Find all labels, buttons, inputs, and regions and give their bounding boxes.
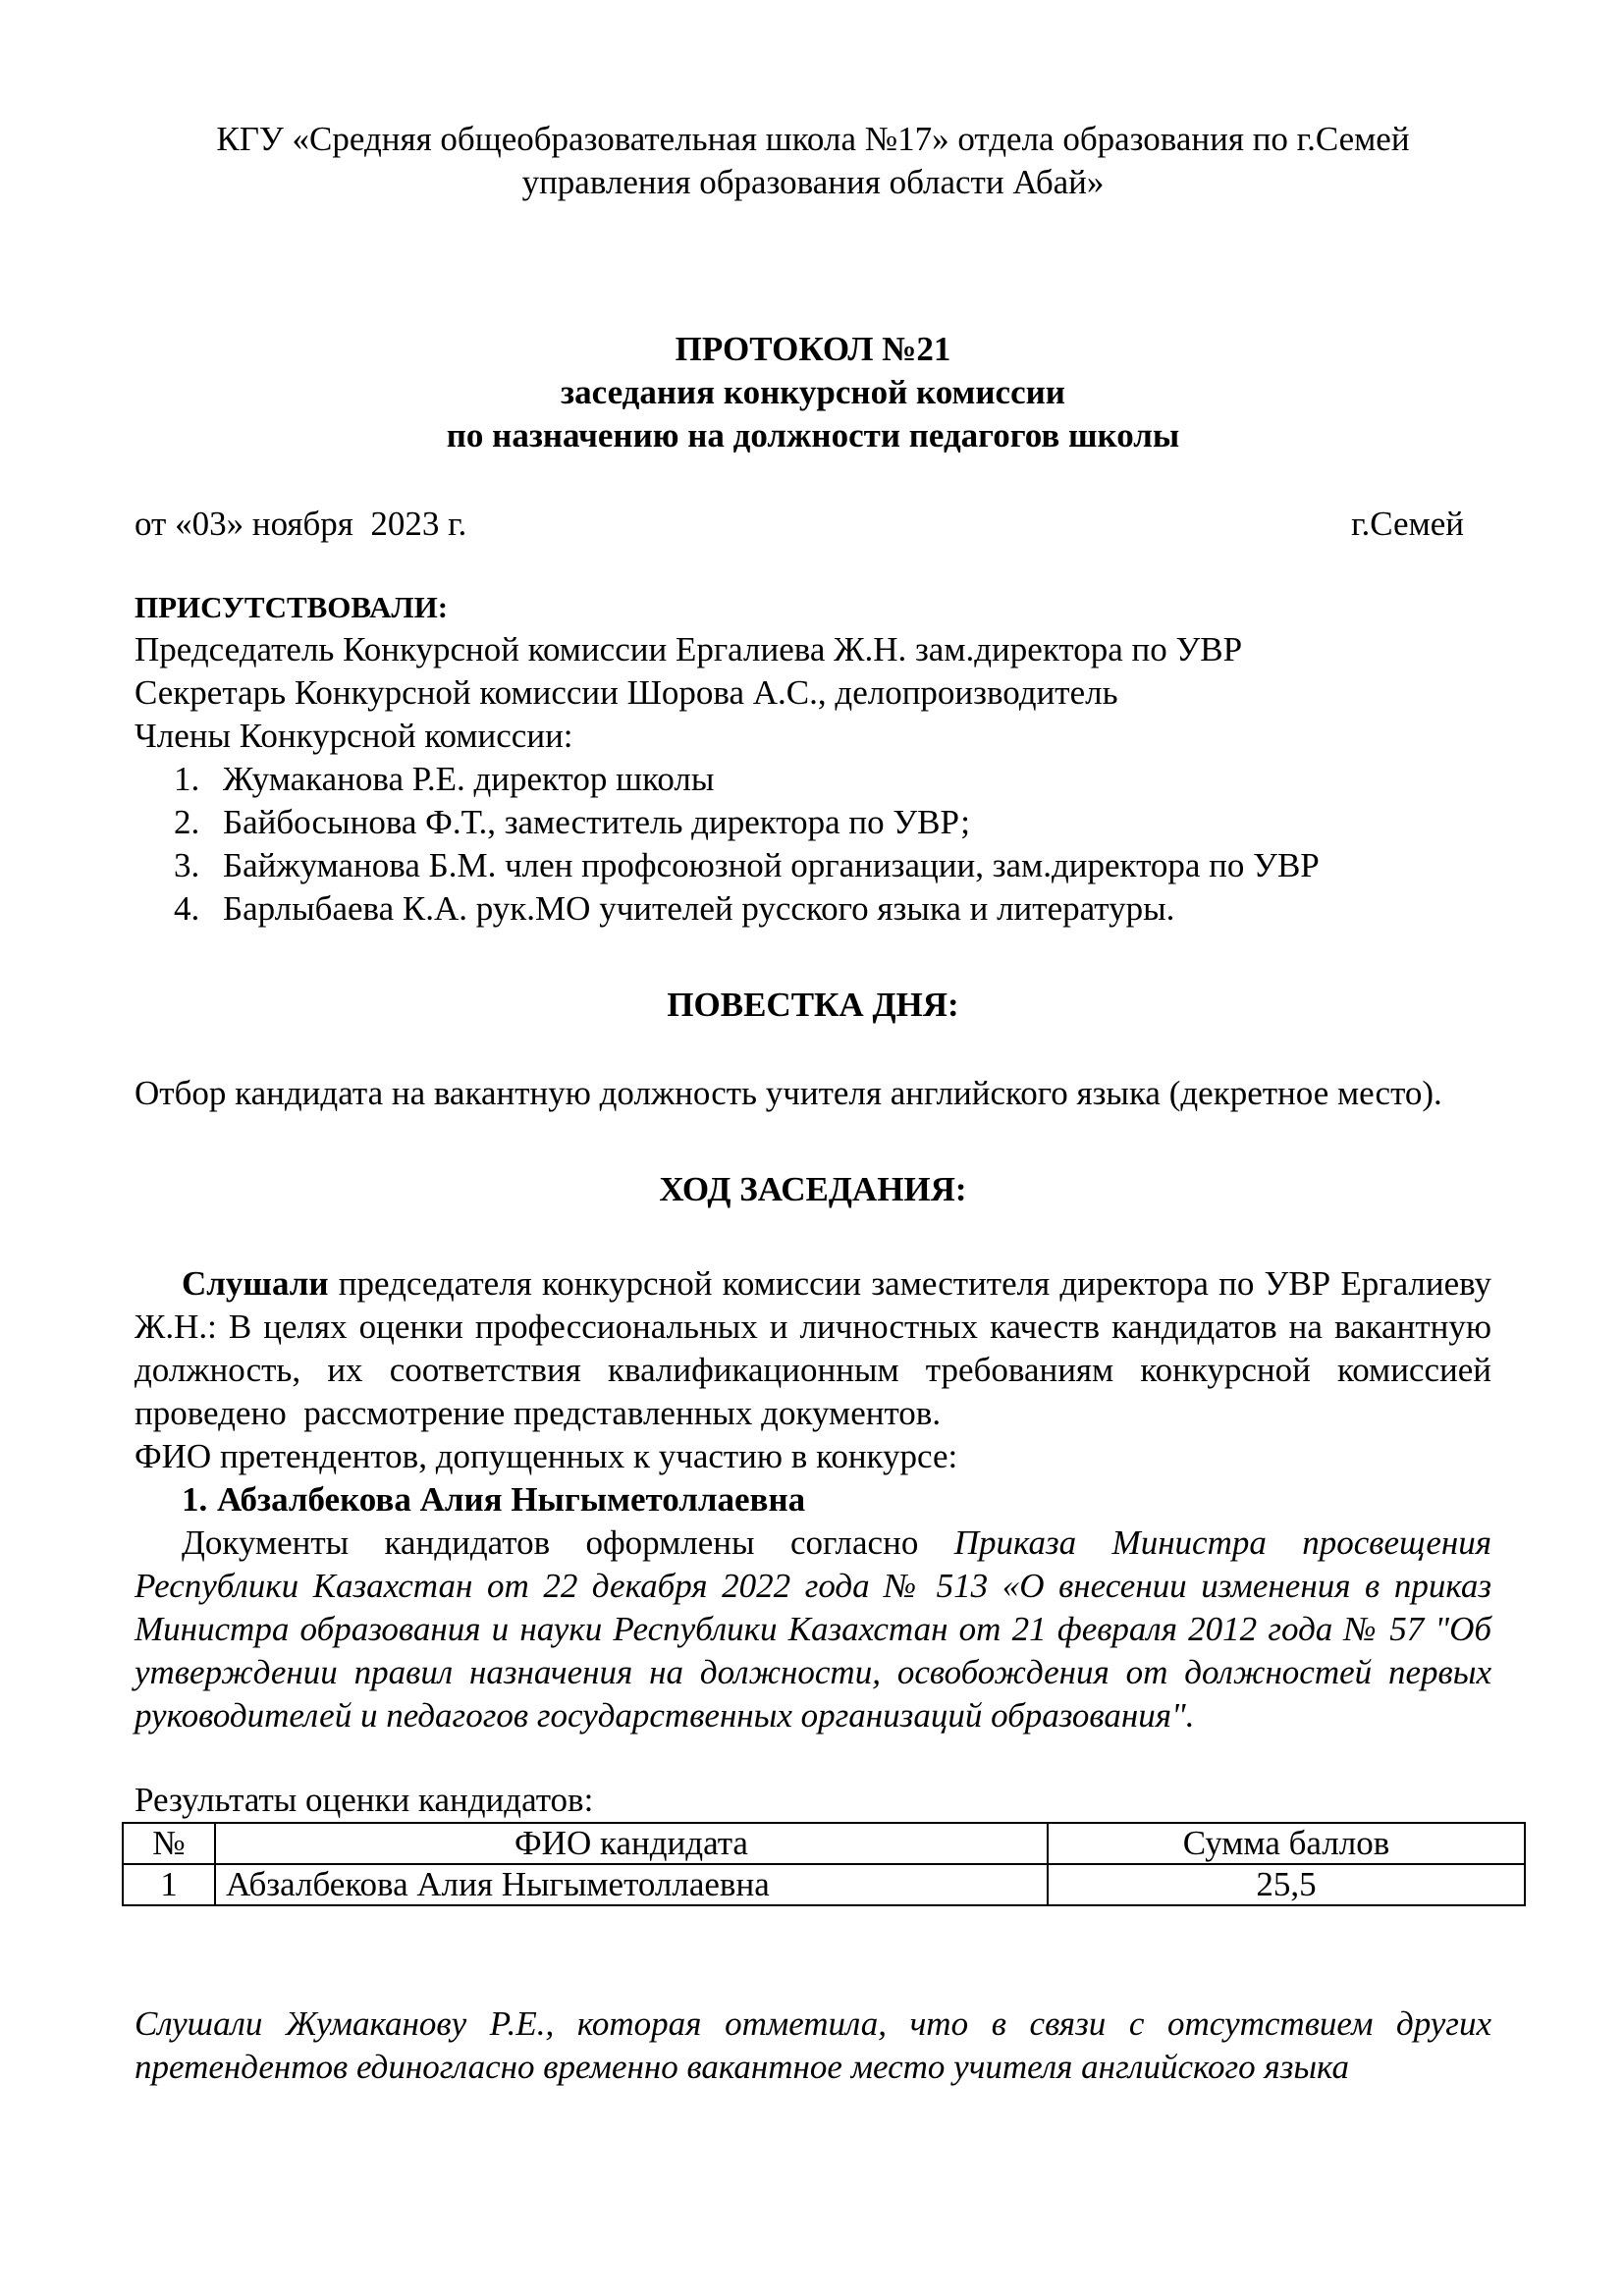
protocol-subtitle-2: по назначению на должности педагогов школы	[446, 416, 1180, 454]
members-list	[135, 758, 1491, 931]
documents-order-reference: Приказа Министра просвещения Республики Казахстан от 22 декабря 2022 года № 513 «О внесении изменения в приказ Министра образования и науки Республики Казахстан от 21 февраля 2012 года № 57 "Об утверждении правил назначения на должности, освобождения от должностей первых руководителей и педагогов государственных организаций образования".	[135, 1523, 1491, 1735]
organization-line-2: управления образования области Абай»	[521, 163, 1105, 201]
results-caption: Результаты оценки кандидатов:	[135, 1781, 594, 1819]
heard-text: председателя конкурсной комиссии заместителя директора по УВР Ергалиеву Ж.Н.: В целях оценки профессиональных и личностных качеств кандидатов на вакантную должность, их соответствия квалификационным требованиям конкурсной комиссией проведено рассмотрение представленных документов.	[135, 1264, 1500, 1432]
column-header-number: №	[123, 1823, 215, 1864]
protocol-title	[135, 328, 1491, 457]
list-item-text: Байжуманова Б.М. член профсоюзной организации, зам.директора по УВР	[223, 846, 1320, 884]
list-item-text: Жумаканова Р.Е. директор школы	[223, 760, 715, 798]
organization-header	[135, 118, 1491, 204]
candidate-number: 1.	[182, 1480, 208, 1519]
list-item-text: Барлыбаева К.А. рук.МО учителей русского языка и литературы.	[223, 889, 1175, 928]
list-item-text: Байбосынова Ф.Т., заместитель директора по УВР;	[223, 803, 971, 841]
organization-line-1: КГУ «Средняя общеобразовательная школа №17» отдела образования по г.Семей	[216, 120, 1410, 158]
cell-name: Абзалбекова Алия Ныгыметоллаевна	[215, 1864, 1048, 1905]
cell-number: 1	[123, 1864, 215, 1905]
list-item-number: 2.	[174, 803, 200, 841]
list-item	[174, 758, 1491, 801]
protocol-date: от «03» ноября 2023 г.	[135, 505, 467, 543]
results-table	[122, 1822, 1526, 1906]
date-city-line	[135, 503, 1491, 546]
list-item-number: 4.	[174, 889, 200, 928]
cell-score: 25,5	[1048, 1864, 1525, 1905]
list-item	[174, 844, 1491, 887]
proceedings-heading: ХОД ЗАСЕДАНИЯ:	[659, 1170, 967, 1208]
applicants-label: ФИО претендентов, допущенных к участию в конкурсе:	[135, 1437, 958, 1475]
document-page	[135, 118, 1500, 2089]
present-section	[135, 628, 1491, 931]
chairman-line: Председатель Конкурсной комиссии Ергалиева Ж.Н. зам.директора по УВР	[135, 630, 1243, 668]
list-item-number: 1.	[174, 760, 200, 798]
agenda-text: Отбор кандидата на вакантную должность учителя английского языка (декретное место).	[135, 1074, 1442, 1112]
candidate-item	[135, 1478, 1491, 1522]
list-item	[174, 801, 1491, 844]
secretary-line: Секретарь Конкурсной комиссии Шорова А.С., делопроизводитель	[135, 673, 1118, 712]
table-row	[123, 1864, 1525, 1905]
protocol-city: г.Семей	[1351, 505, 1464, 543]
final-paragraph: Слушали Жумаканову Р.Е., которая отметила, что в связи с отсутствием других претендентов единогласно временно вакантное место учителя английского языка	[135, 2004, 1491, 2086]
table-header-row	[123, 1823, 1525, 1864]
candidate-name: Абзалбекова Алия Ныгыметоллаевна	[217, 1480, 806, 1519]
members-label: Члены Конкурсной комиссии:	[135, 717, 573, 755]
protocol-number: ПРОТОКОЛ №21	[675, 330, 951, 368]
column-header-name: ФИО кандидата	[215, 1823, 1048, 1864]
column-header-score: Сумма баллов	[1048, 1823, 1525, 1864]
heard-paragraph	[135, 1262, 1500, 1435]
list-item	[174, 887, 1491, 931]
present-heading: ПРИСУТСТВОВАЛИ:	[135, 590, 449, 624]
protocol-subtitle-1: заседания конкурсной комиссии	[561, 373, 1065, 411]
documents-plain-text: Документы кандидатов оформлены согласно	[182, 1523, 954, 1562]
heard-label: Слушали	[182, 1264, 329, 1303]
agenda-heading: ПОВЕСТКА ДНЯ:	[667, 986, 959, 1024]
list-item-number: 3.	[174, 846, 200, 884]
documents-paragraph	[135, 1522, 1491, 1737]
